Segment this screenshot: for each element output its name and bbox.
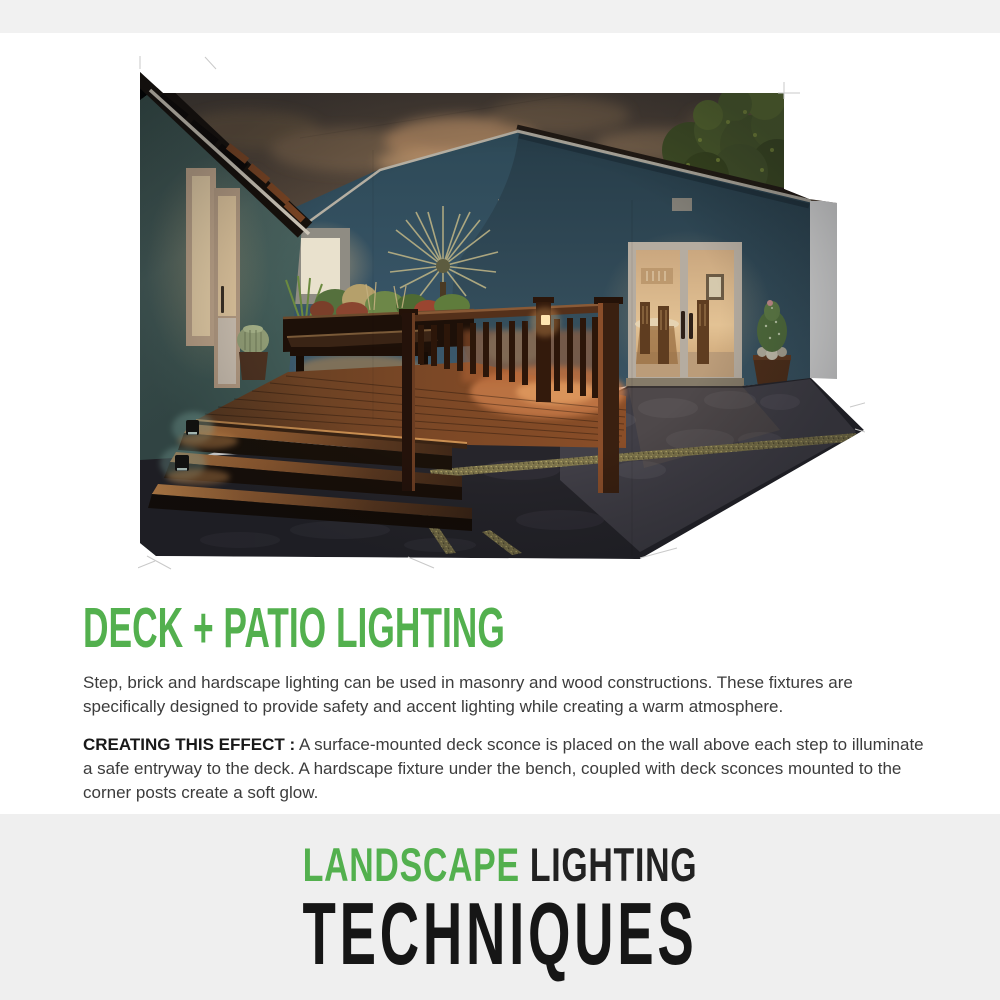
- vignette: [138, 50, 865, 572]
- effect-paragraph: [83, 733, 935, 806]
- footer-band: [0, 814, 1000, 1000]
- brand-word-landscape: LANDSCAPE: [302, 838, 520, 891]
- top-gray-band: [0, 0, 1000, 33]
- brand-title-techniques: TECHNIQUES: [302, 884, 698, 983]
- brand-line: [140, 838, 860, 891]
- effect-text: A surface-mounted deck sconce is placed on the wall above each step to illuminate a safe entryway to the deck. A hardscape fixture under the bench, coupled with deck sconces mounted to the corner posts create a soft glow.: [83, 734, 924, 803]
- intro-paragraph: Step, brick and hardscape lighting can be used in masonry and wood constructions. These fixtures are specifically designed to provide safety and accent lighting while creating a warm atmosphere.: [83, 673, 853, 717]
- effect-label: CREATING THIS EFFECT :: [83, 734, 296, 754]
- section-title: DECK + PATIO LIGHTING: [83, 596, 505, 660]
- description-section: [83, 596, 935, 818]
- brand-word-lighting: LIGHTING: [529, 838, 698, 891]
- patio-night-rendering: [138, 50, 865, 572]
